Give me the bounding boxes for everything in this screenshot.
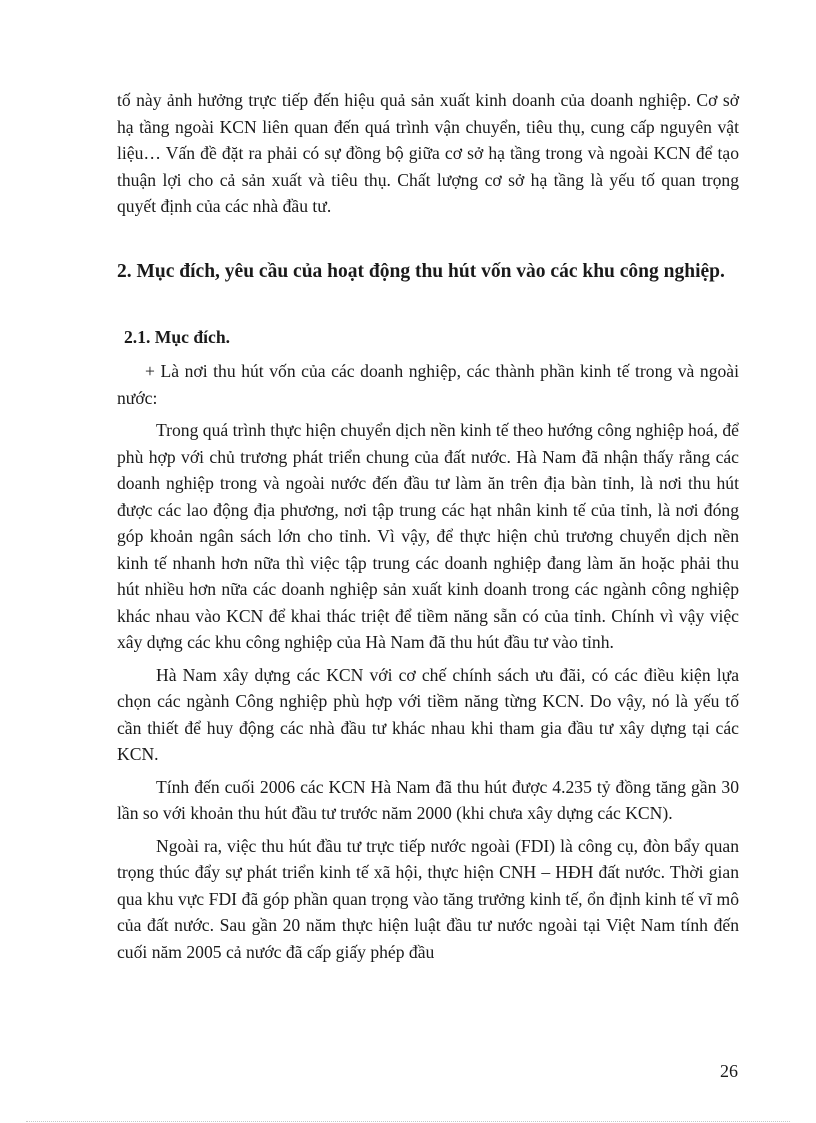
footer-divider: [26, 1121, 790, 1122]
body-paragraph-2: Hà Nam xây dựng các KCN với cơ chế chính sách ưu đãi, có các điều kiện lựa chọn các ngành Công nghiệp phù hợp với tiềm năng từng KCN. Do vậy, nó là yếu tố cần thiết để huy động các nhà đầu tư khác nhau khi tham gia đầu tư xây dựng tại các KCN.: [117, 664, 739, 764]
body-paragraph-1: Trong quá trình thực hiện chuyển dịch nền kinh tế theo hướng công nghiệp hoá, để phù hợp với chủ trương phát triển chung của đất nước. Hà Nam đã nhận thấy rằng các doanh nghiệp trong và ngoài nước đến đầu tư làm ăn trên địa bàn tỉnh, là nơi thu hút được các lao động địa phương, nơi tập trung các hạt nhân kinh tế của tỉnh, là nơi đóng góp khoản ngân sách lớn cho tỉnh. Vì vậy, để thực hiện chủ trương chuyển dịch nền kinh tế nhanh hơn nữa thì việc tập trung các doanh nghiệp đang làm ăn hoặc phải thu hút nhiều hơn nữa các doanh nghiệp sản xuất kinh doanh trong các ngành công nghiệp khác nhau vào KCN để khai thác triệt để tiềm năng sẵn có của tỉnh. Chính vì vậy việc xây dựng các khu công nghiệp của Hà Nam đã thu hút đầu tư vào tỉnh.: [117, 420, 739, 652]
bullet-paragraph: + Là nơi thu hút vốn của các doanh nghiệp, các thành phần kinh tế trong và ngoài nước:: [117, 361, 739, 408]
intro-paragraph-block: [117, 87, 739, 220]
section-body: [117, 358, 739, 971]
page-number: 26: [720, 1061, 738, 1081]
subsection-heading: 2.1. Mục đích.: [124, 327, 231, 347]
body-paragraph-4: Ngoài ra, việc thu hút đầu tư trực tiếp nước ngoài (FDI) là công cụ, đòn bẩy quan trọng thúc đẩy sự phát triển kinh tế xã hội, thực hiện CNH – HĐH đất nước. Thời gian qua khu vực FDI đã góp phần quan trọng vào tăng trưởng kinh tế, ổn định kinh tế vĩ mô của đất nước. Sau gần 20 năm thực hiện luật đầu tư nước ngoài tại Việt Nam tính đến cuối năm 2005 cả nước đã cấp giấy phép đầu: [117, 835, 739, 962]
body-paragraph-3: Tính đến cuối 2006 các KCN Hà Nam đã thu hút được 4.235 tỷ đồng tăng gần 30 lần so với khoản thu hút đầu tư trước năm 2000 (khi chưa xây dựng các KCN).: [117, 776, 739, 823]
intro-paragraph: tố này ảnh hưởng trực tiếp đến hiệu quả sản xuất kinh doanh của doanh nghiệp. Cơ sở hạ tầng ngoài KCN liên quan đến quá trình vận chuyển, tiêu thụ, cung cấp nguyên vật liệu… Vấn đề đặt ra phải có sự đồng bộ giữa cơ sở hạ tầng trong và ngoài KCN để tạo thuận lợi cho cả sản xuất và tiêu thụ. Chất lượng cơ sở hạ tầng là yếu tố quan trọng quyết định của các nhà đầu tư.: [117, 90, 739, 216]
section-heading: 2. Mục đích, yêu cầu của hoạt động thu hút vốn vào các khu công nghiệp.: [117, 261, 725, 282]
